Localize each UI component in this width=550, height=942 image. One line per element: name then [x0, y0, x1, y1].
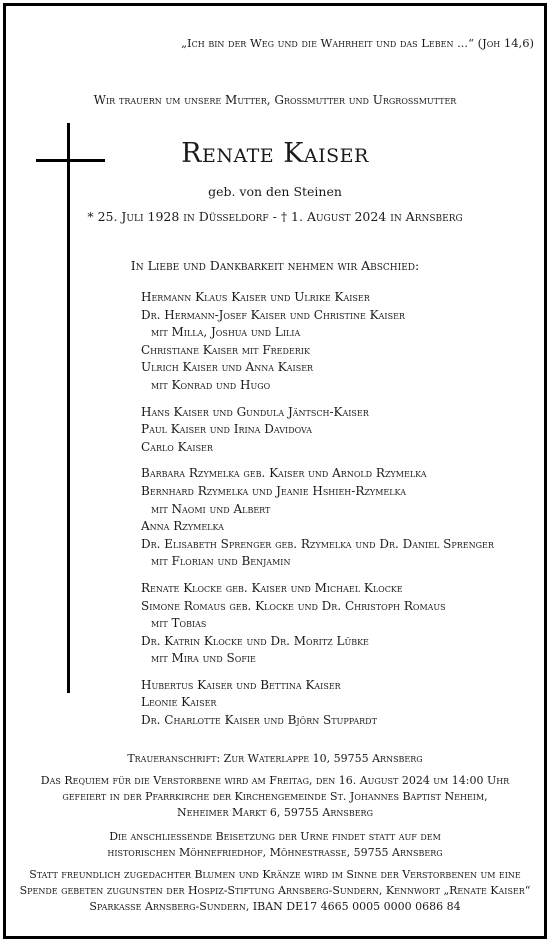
- family-member-line: Christiane Kaiser mit Frederik: [141, 342, 310, 357]
- family-member-line: mit Konrad und Hugo: [151, 377, 271, 392]
- family-member-line: Renate Klocke geb. Kaiser und Michael Klocke: [141, 580, 403, 595]
- family-member-line: Ulrich Kaiser und Anna Kaiser: [141, 360, 314, 375]
- family-group: [141, 289, 494, 395]
- burial-line: Die anschliessende Beisetzung der Urne findet statt auf dem: [109, 830, 441, 843]
- family-member-line: Hermann Klaus Kaiser und Ulrike Kaiser: [141, 290, 370, 304]
- donation-line: Spende gebeten zugunsten der Hospiz-Stiftung Arnsberg-Sundern, Kennwort „Renate Kaiser“: [19, 884, 531, 897]
- burial-line: historischen Möhnefriedhof, Möhnestrasse, 59755 Arnsberg: [107, 846, 443, 859]
- family-group: [141, 677, 494, 730]
- family-member-line: Hubertus Kaiser und Bettina Kaiser: [141, 677, 341, 692]
- family-member-line: Carlo Kaiser: [141, 439, 213, 454]
- bible-quote: „Ich bin der Weg und die Wahrheit und das Leben ...“ (Joh 14,6): [181, 36, 534, 50]
- family-member-line: Dr. Hermann-Josef Kaiser und Christine Kaiser: [141, 307, 405, 322]
- address-line: Traueranschrift: Zur Waterlappe 10, 59755 Arnsberg: [127, 752, 423, 765]
- life-dates: * 25. Juli 1928 in Düsseldorf - † 1. August 2024 in Arnsberg: [87, 209, 463, 224]
- deceased-name: Renate Kaiser: [181, 138, 369, 169]
- family-member-line: Barbara Rzymelka geb. Kaiser und Arnold Rzymelka: [141, 466, 427, 481]
- mourning-address: [0, 751, 550, 767]
- requiem-line: Das Requiem für die Verstorbene wird am Freitag, den 16. August 2024 um 14:00 Uhr: [40, 774, 510, 787]
- burial-info: [0, 829, 550, 861]
- family-member-line: mit Mira und Sofie: [151, 651, 256, 666]
- requiem-line: Neheimer Markt 6, 59755 Arnsberg: [177, 806, 373, 819]
- family-member-line: mit Florian und Benjamin: [151, 554, 291, 569]
- family-group: [141, 404, 494, 457]
- family-member-line: Simone Romaus geb. Klocke und Dr. Christoph Romaus: [141, 598, 446, 613]
- family-member-line: Paul Kaiser und Irina Davidova: [141, 422, 313, 437]
- family-member-line: Dr. Katrin Klocke und Dr. Moritz Lübke: [141, 633, 369, 648]
- farewell-line: In Liebe und Dankbarkeit nehmen wir Abschied:: [130, 258, 420, 273]
- family-group: [141, 580, 494, 668]
- donation-info: [0, 867, 550, 915]
- birth-name: geb. von den Steinen: [208, 184, 342, 199]
- donation-line: Statt freundlich zugedachter Blumen und Kränze wird im Sinne der Verstorbenen um eine: [29, 868, 521, 881]
- family-member-line: mit Naomi und Albert: [151, 501, 271, 516]
- donation-line: Sparkasse Arnsberg-Sundern, IBAN DE17 4665 0005 0000 0686 84: [89, 900, 461, 913]
- family-group: [141, 465, 494, 571]
- family-member-line: mit Tobias: [151, 616, 207, 631]
- family-member-line: Leonie Kaiser: [141, 695, 217, 710]
- family-member-line: Bernhard Rzymelka und Jeanie Hshieh-Rzymelka: [141, 483, 406, 498]
- family-member-line: Hans Kaiser und Gundula Jäntsch-Kaiser: [141, 404, 369, 419]
- family-member-line: mit Milla, Joshua und Lilia: [151, 325, 301, 340]
- family-member-line: Anna Rzymelka: [141, 519, 224, 534]
- family-member-line: Dr. Elisabeth Sprenger geb. Rzymelka und Dr. Daniel Sprenger: [141, 536, 494, 551]
- family-list: [141, 289, 494, 739]
- family-member-line: Dr. Charlotte Kaiser und Björn Stuppardt: [141, 713, 377, 728]
- requiem-line: gefeiert in der Pfarrkirche der Kirchengemeinde St. Johannes Baptist Neheim,: [62, 790, 488, 803]
- mourning-line: Wir trauern um unsere Mutter, Grossmutter und Urgrossmutter: [93, 93, 457, 107]
- requiem-info: [0, 773, 550, 821]
